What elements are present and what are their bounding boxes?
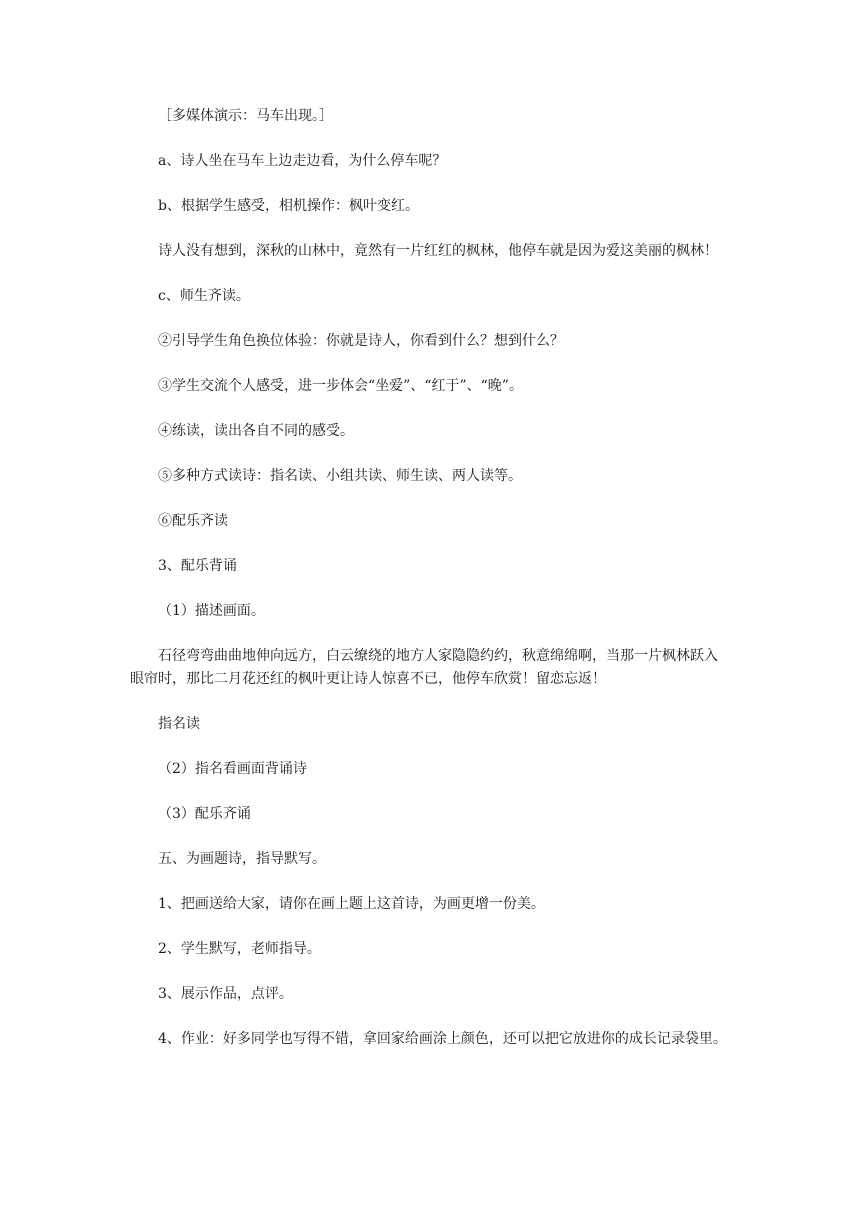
paragraph-step-3: ③学生交流个人感受，进一步体会“坐爱”、“红于”、“晚”。 xyxy=(158,378,523,394)
paragraph-c: c、师生齐读。 xyxy=(158,288,250,304)
paragraph-item-4-homework: 4、作业：好多同学也写得不错，拿回家给画涂上颜色，还可以把它放进你的成长记录袋里。 xyxy=(158,1031,727,1047)
paragraph-a: a、诗人坐在马车上边走边看，为什么停车呢？ xyxy=(158,153,447,169)
paragraph-name-read: 指名读 xyxy=(158,716,200,732)
paragraph-step-6: ⑥配乐齐读 xyxy=(158,513,228,529)
paragraph-describe: （1）描述画面。 xyxy=(158,603,265,619)
paragraph-recite: （2）指名看画面背诵诗 xyxy=(158,761,307,777)
paragraph-music-recite: （3）配乐齐诵 xyxy=(158,806,251,822)
paragraph-scene: 石径弯弯曲曲地伸向远方，白云缭绕的地方人家隐隐约约，秋意绵绵啊，当那一片枫林跃入眼帘时，那比二月花还红的枫叶更让诗人惊喜不已，他停车欣赏！留恋忘返！ xyxy=(130,648,718,687)
paragraph-section-3: 3、配乐背诵 xyxy=(158,558,237,574)
paragraph-item-3: 3、展示作品，点评。 xyxy=(158,986,293,1002)
paragraph-item-1: 1、把画送给大家，请你在画上题上这首诗，为画更增一份美。 xyxy=(158,896,545,912)
paragraph-b: b、根据学生感受，相机操作：枫叶变红。 xyxy=(158,198,419,214)
paragraph-step-5: ⑤多种方式读诗：指名读、小组共读、师生读、两人读等。 xyxy=(158,468,522,484)
paragraph-poet-maple: 诗人没有想到，深秋的山林中，竟然有一片红红的枫林，他停车就是因为爱这美丽的枫林！ xyxy=(158,243,718,259)
paragraph-section-five: 五、为画题诗，指导默写。 xyxy=(158,851,326,867)
paragraph-multimedia-demo: ［多媒体演示：马车出现。］ xyxy=(158,108,333,124)
paragraph-item-2: 2、学生默写，老师指导。 xyxy=(158,941,321,957)
paragraph-step-2: ②引导学生角色换位体验：你就是诗人，你看到什么？想到什么？ xyxy=(158,333,564,349)
paragraph-step-4: ④练读，读出各自不同的感受。 xyxy=(158,423,354,439)
document-body xyxy=(130,105,730,1051)
